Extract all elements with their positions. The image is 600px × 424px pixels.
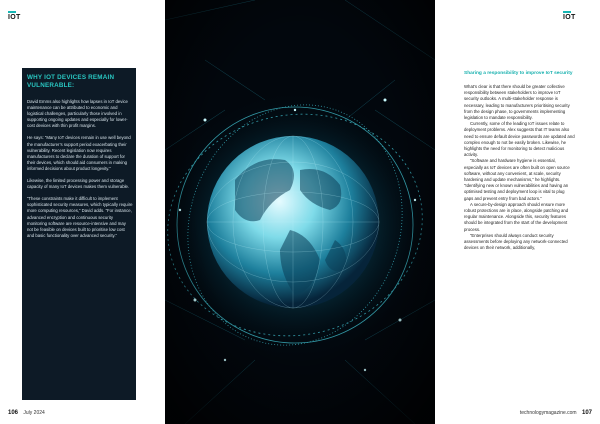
body-paragraph: What’s clear is that there should be greater collective responsibility between stakeholders to improve IoT security outlooks. A multi-stakeholder response is necessary, leading to manufacturers prioritising security from the design phase, to governments implementing legislation to mandate responsibility. <box>464 84 570 121</box>
right-page <box>435 0 600 424</box>
sidebar-paragraph: David Emms also highlights how lapses in IoT device maintenance can be attributed to economic and logistical challenges, particularly those involved in supporting ongoing updates and especially for lower-cost devices with thin profit margins. <box>27 99 128 129</box>
sidebar-body <box>27 99 133 245</box>
body-paragraph: Currently, some of the leading IoT issues relate to deployment problems. Alex suggests that IT teams also need to ensure default device passwords are updated and complex enough to not be easily broken. Likewise, he highlights the need for monitoring to detect malicious activity. <box>464 121 575 158</box>
section-label-right: IOT <box>563 14 576 21</box>
left-page <box>0 0 165 424</box>
sidebar-paragraph: He says: “Many IoT devices remain in use well beyond the manufacturer’s support period exacerbating their vulnerability. Recent legislation now requires manufacturers to declare the duration of support for their devices, which should aid consumers in making informed decisions about product longevity.” <box>27 135 131 171</box>
section-subheading: Sharing a responsibility to improve IoT security <box>464 71 573 76</box>
globe-network-illustration <box>165 0 435 424</box>
sidebar-box <box>22 68 136 400</box>
sidebar-paragraph: Likewise, the limited processing power and storage capacity of many IoT devices makes them vulnerable. <box>27 178 130 190</box>
page-number-left: 106 <box>8 410 19 416</box>
footer-right <box>520 410 592 416</box>
accent-line <box>8 11 16 13</box>
body-paragraph: A secure-by-design approach should ensure more robust protections are in place, alongside patching and regular maintenance. Alongside this, security features should be integrated from the start of the development process. <box>464 201 569 232</box>
issue-date: July 2024 <box>23 410 45 416</box>
footer-left <box>8 410 45 416</box>
page-number-right: 107 <box>581 410 592 416</box>
accent-line <box>563 11 571 13</box>
globe-image <box>165 0 435 424</box>
body-paragraph: “Software and hardware hygiene is essential, especially as IoT devices are often built on open source software, without any convenient, at scale, security hardening and update mechanisms,” he highlights. “Identifying new or known vulnerabilities and having an optimised testing and deployment loop is vital to plug gaps and prevent entry from bad actors.” <box>464 158 570 201</box>
body-paragraph: “Enterprises should always conduct security assessments before deploying any network-connected devices on their network, additionally, <box>464 232 568 251</box>
website-url: technologymagazine.com <box>519 410 577 416</box>
sidebar-title: WHY IOT DEVICES REMAIN VULNERABLE: <box>27 74 115 89</box>
body-column <box>464 84 575 251</box>
sidebar-paragraph: “These constraints make it difficult to implement sophisticated security measures, which typically require more computing resources,” David adds. “For instance, advanced encryption and continuous security monitoring software are resource-intensive and may not be feasible on devices built to prioritise low cost and basic functionality over advanced security.” <box>27 196 133 238</box>
section-label-left: IOT <box>8 14 21 21</box>
